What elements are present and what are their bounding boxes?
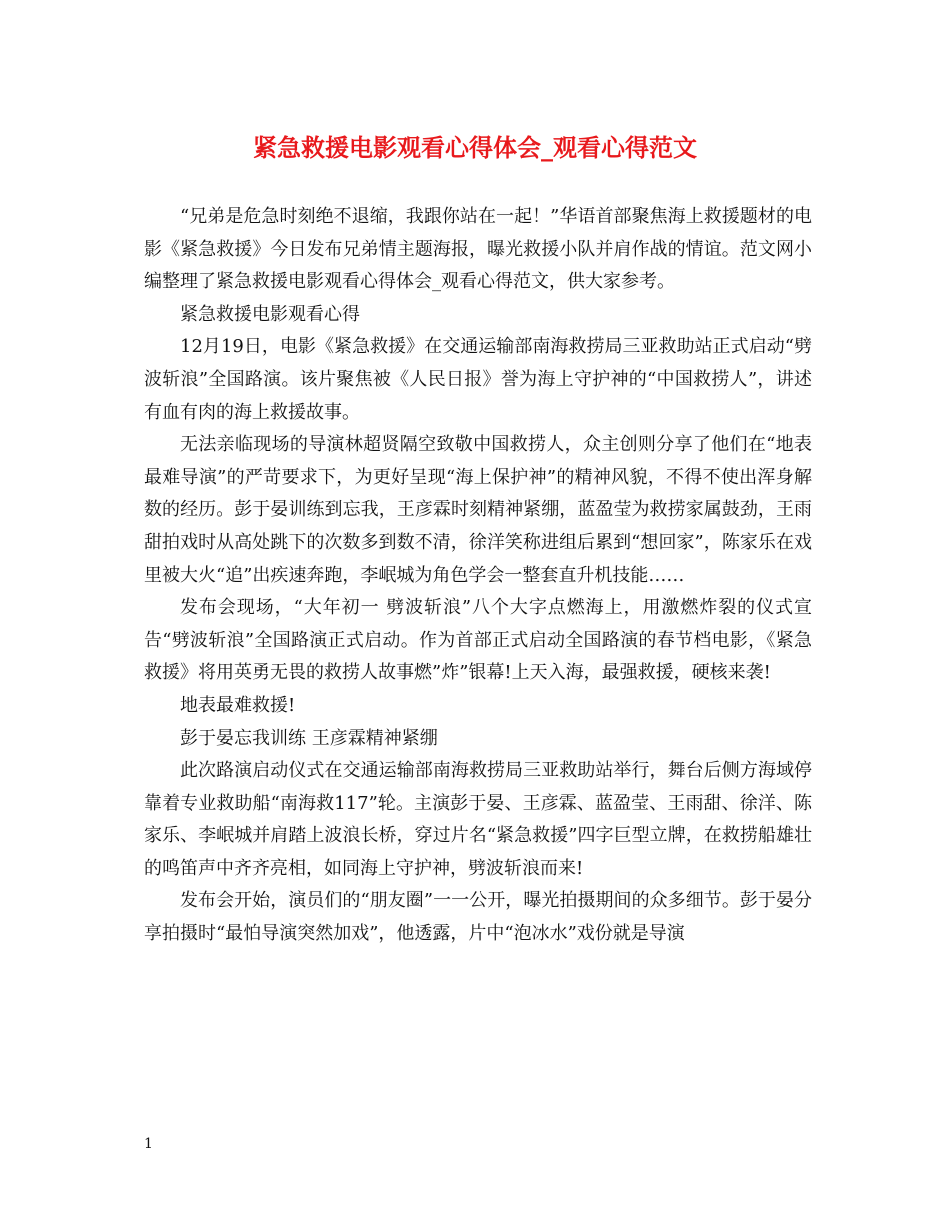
paragraph: 发布会现场，“大年初一 劈波斩浪”八个大字点燃海上，用激燃炸裂的仪式宣告“劈波斩浪”全国路演正式启动。作为首部正式启动全国路演的春节档电影，《紧急救援》将用英勇无畏的救捞人故事燃”炸”银幕!上天入海，最强救援，硬核来袭! (144, 597, 812, 684)
paragraph: 12月19日，电影《紧急救援》在交通运输部南海救捞局三亚救助站正式启动“劈波斩浪”全国路演。该片聚焦被《人民日报》誉为海上守护神的“中国救捞人”，讲述有血有肉的海上救援故事。 (144, 336, 812, 423)
paragraph: 发布会开始，演员们的“朋友圈”一一公开，曝光拍摄期间的众多细节。彭于晏分享拍摄时“最怕导演突然加戏”，他透露，片中“泡冰水”戏份就是导演 (144, 890, 812, 945)
paragraph: 无法亲临现场的导演林超贤隔空致敬中国救捞人，众主创则分享了他们在“地表最难导演”的严苛要求下，为更好呈现“海上保护神”的精神风貌，不得不使出浑身解数的经历。彭于晏训练到忘我，王彦霖时刻精神紧绷，蓝盈莹为救捞家属鼓劲，王雨甜拍戏时从高处跳下的次数多到数不清，徐洋笑称进组后累到“想回家”，陈家乐在戏里被大火“追”出疾速奔跑，李岷城为角色学会一整套直升机技能…… (144, 434, 812, 586)
subheading: 地表最难救援! (180, 694, 296, 716)
subheading: 彭于晏忘我训练 王彦霖精神紧绷 (180, 727, 438, 749)
document-body (144, 201, 812, 951)
document-title: 紧急救援电影观看心得体会_观看心得范文 (253, 133, 697, 162)
section-heading: 紧急救援电影观看心得 (180, 303, 360, 325)
page-number: 1 (144, 1136, 153, 1152)
paragraph: 此次路演启动仪式在交通运输部南海救捞局三亚救助站举行，舞台后侧方海域停靠着专业救助船“南海救117”轮。主演彭于晏、王彦霖、蓝盈莹、王雨甜、徐洋、陈家乐、李岷城并肩踏上波浪长桥，穿过片名“紧急救援”四字巨型立牌，在救捞船雄壮的鸣笛声中齐齐亮相，如同海上守护神，劈波斩浪而来! (144, 760, 812, 879)
paragraph-intro: “兄弟是危急时刻绝不退缩，我跟你站在一起！”华语首部聚焦海上救援题材的电影《紧急救援》今日发布兄弟情主题海报，曝光救援小队并肩作战的情谊。范文网小编整理了紧急救援电影观看心得体会_观看心得范文，供大家参考。 (144, 206, 812, 293)
